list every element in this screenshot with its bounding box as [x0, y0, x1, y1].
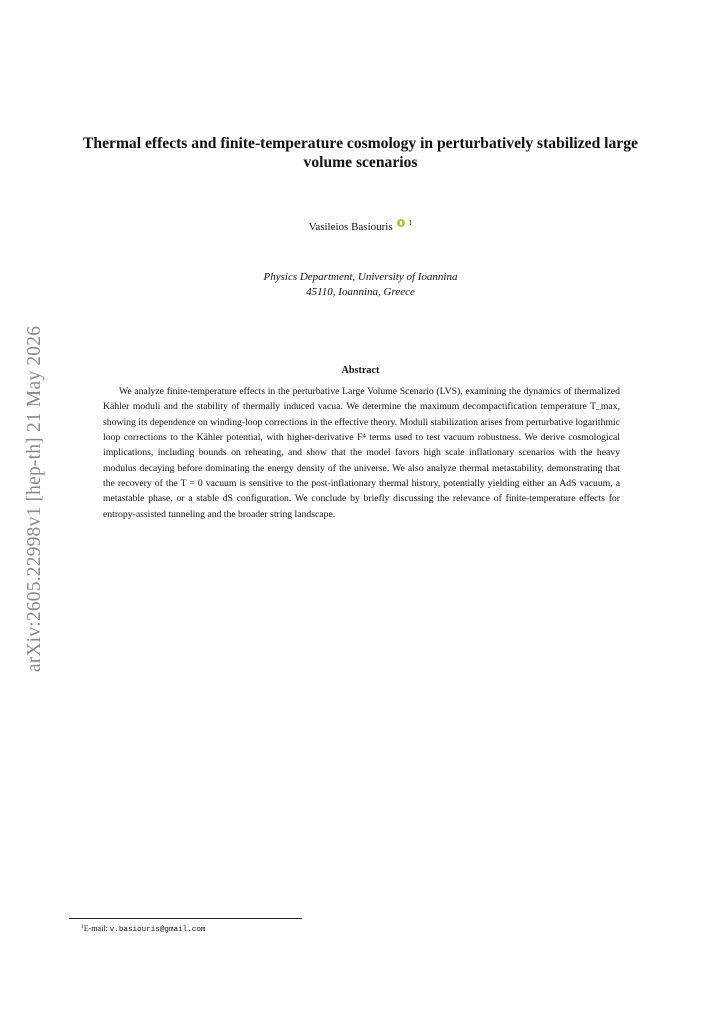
affiliation-department: Physics Department, University of Ioannina — [263, 271, 458, 283]
author-name: Vasileios Basiouris — [308, 221, 393, 233]
arxiv-identifier: arXiv:2605.22998v1 [hep-th] 21 May 2026 — [24, 325, 45, 673]
abstract-body: We analyze finite-temperature effects in the perturbative Large Volume Scenario (LVS), examining the dynamics of thermalized Kähler moduli and the stability of thermally induced vacua. We determine the maximum decompactification temperature T_max, showing its dependence on winding-loop corrections in the effective theory. Moduli stabilization arises from perturbative logarithmic loop corrections to the Kähler potential, with higher-derivative F⁴ terms used to test vacuum robustness. We derive cosmological implications, including bounds on reheating, and show that the model favors high scale inflationary scenarios with the heavy modulus decaying before dominating the energy density of the universe. We also analyze thermal metastability, demonstrating that the recovery of the T = 0 vacuum is sensitive to the post-inflationary thermal history, potentially yielding either an AdS vacuum, a metastable phase, or a stable dS configuration. We conclude by briefly discussing the relevance of finite-temperature effects for entropy-assisted tunneling and the broader string landscape. — [103, 386, 620, 520]
footnote — [81, 923, 205, 936]
footnote-label: E-mail: — [83, 924, 110, 933]
affiliation — [0, 270, 721, 300]
affiliation-address: 45110, Ioannina, Greece — [306, 286, 415, 298]
abstract-heading: Abstract — [341, 365, 380, 376]
orcid-icon[interactable] — [397, 219, 405, 227]
footnote-mark: 1 — [81, 924, 84, 930]
paper-title: Thermal effects and finite-temperature cosmology in perturbatively stabilized large volume scenarios — [83, 135, 638, 171]
footnote-rule — [69, 918, 302, 919]
author-line — [0, 219, 721, 234]
footnote-email[interactable]: v.basiouris@gmail.com — [109, 926, 206, 934]
author-footnote-mark[interactable]: 1 — [408, 218, 413, 227]
